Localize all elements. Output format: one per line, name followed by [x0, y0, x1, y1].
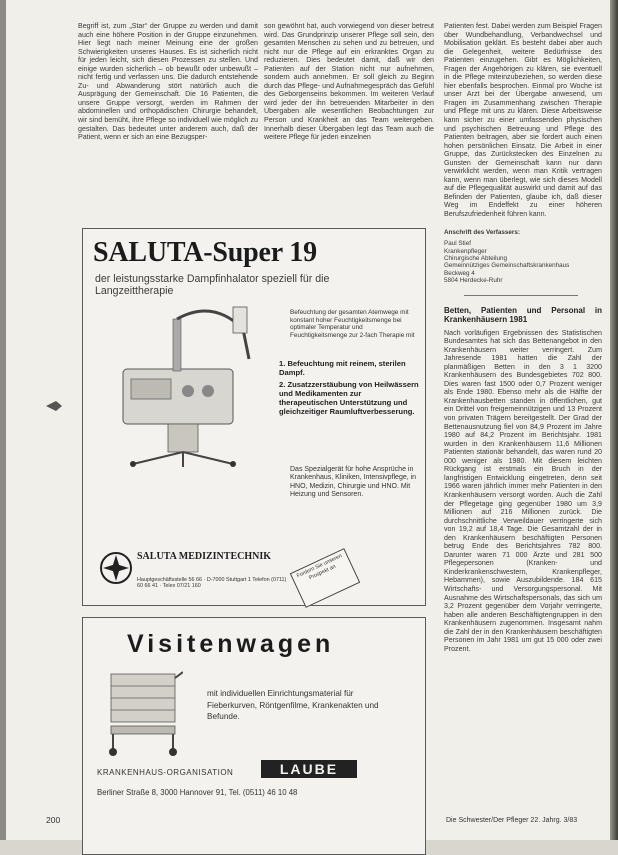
- section-title: Betten, Patienten und Personal in Krankenhäusern 1981: [444, 305, 602, 325]
- column-2: [264, 22, 434, 142]
- column-1-text: Begriff ist, zum „Star“ der Gruppe zu werden und damit auch eine höhere Position in der Gruppe einzunehmen. Hier liegt nach meiner Meinung eine der großen Schwierigkeiten unseres Hauses. Es ist sicherlich nicht für jeden leicht, sich diesen Prozessen zu stellen. Und einige wurden sicherlich – ob bewußt oder unbewußt – nicht fertig und verfassen uns. Die dadurch entstehende Zu- und Abwanderung stört natürlich auch die Ausprägung der Gemeinschaft. Die 16 Patienten, die unsere Gruppe versorgt, werden im Rahmen der abdominellen und orthopädischen Chirurgie behandelt, wir sind bemüht, ihre Pflege so individuell wie möglich zu gestalten. Das bedeutet unter anderem auch, daß der Patient, wenn er sich an eine Bezugsper-: [78, 22, 258, 142]
- author-line: Chirurgische Abteilung: [444, 254, 508, 262]
- cart-image: [103, 668, 183, 758]
- advert-bullet: 2. Zusatzzerstäubung von Heilwässern und Medikamenten zur therapeutischen Unterstützung und gleichzeitiger Raumluftverbesserung.: [279, 380, 419, 416]
- advert-address: Berliner Straße 8, 3000 Hannover 91, Tel. (0511) 46 10 48: [97, 788, 298, 797]
- inhalator-device-image: [113, 299, 273, 469]
- journal-footer: Die Schwester/Der Pfleger 22. Jahrg. 3/83: [446, 817, 578, 824]
- author-line: Beckweg 4: [444, 269, 475, 277]
- advert-saluta: [82, 228, 426, 606]
- advert-organisation: KRANKENHAUS-ORGANISATION: [97, 768, 234, 777]
- page-number: 200: [46, 815, 61, 825]
- saluta-logo-icon: [99, 551, 133, 585]
- page: [6, 0, 610, 840]
- author-heading: Anschrift des Verfassers:: [444, 228, 520, 236]
- advert-title: SALUTA-Super 19: [93, 237, 317, 268]
- advert-text: mit individuellen Einrichtungsmaterial für Fieberkurven, Röntgenfilme, Krankenakten und Befunde.: [207, 689, 379, 721]
- column-1: [78, 22, 258, 142]
- advert-address: Hauptgeschäftsstelle 56 66 · D-7000 Stuttgart 1 Telefon (0711) 60 66 41 · Telex 07/21 160: [137, 577, 287, 590]
- advert-bullet: 1. Befeuchtung mit reinem, sterilen Dampf.: [279, 359, 406, 377]
- section-text: Nach vorläufigen Ergebnissen des Statistischen Bundesamtes hat sich das Bettenangebot in den Krankenhäusern weiter verringert. Zum Jahresende 1981 hatten die Zahl der planmäßigen Betten in den 3 1 3200 Krankenhäusern des Bundesgebietes 702 800. Dies waren fast 1500 oder 0,7 Prozent weniger als Ende 1980. Ebenso mehr als die Hälfte der Krankenhausbetten standen in öffentlichen, gut ein Drittel von freigemeinnützigen und 13 Prozent von privaten Trägern bereitgestellt. Der Grad der Bettenausnutzung fiel von 84,9 Prozent im Jahre 1980 auf 84,2 Prozent im Berichtsjahr. 1981 wurden in den Krankenhäusern 11,6 Millionen Patienten stationär behandelt, das waren rund 20 000 weniger als 1980. Mit diesem leichten Rückgang ist erstmals ein Bruch in der langfristigen Entwicklung eingetreten, denn seit 1966 waren jährlich immer mehr Patienten in den Krankenhäusern versorgt worden. Auch die Zahl der Pflegetage ging gegenüber 1980 um 3,9 Millionen auf 216 Millionen zurück. Die durchschnittliche Verweildauer verringerte sich von 19,2 auf 18,4 Tage. Die Gesamtzahl der in den Krankenhäusern beschäftigten Personen betrug Ende des Berichtsjahres 782 800. Darunter waren 71 000 Ärzte und 281 500 Pflegepersonen (Kranken- und Kinderkrankenschwestern, Krankenpfleger, Hebammen), sowie Auszubildende. 184 615 Wirtschafts- und Versorgungspersonal. Mit Ausnahme des Wirtschaftspersonals, das sich um 3,2 Prozent gegenüber dem Vorjahr verringerte, haben alle anderen Beschäftigtengruppen in den Krankenhäusern zugenommen. Insgesamt nahm die Zahl der in den Krankenhäusern beschäftigten Personen im Jahr 1981 um gut 15 000 oder zwei Prozent.: [444, 328, 602, 653]
- column-3: [444, 22, 602, 653]
- advert-brand: SALUTA MEDIZINTECHNIK: [137, 551, 272, 562]
- author-line: Krankenpfleger: [444, 247, 487, 255]
- laube-logo: LAUBE: [261, 760, 357, 778]
- page-tab-marker: [46, 401, 62, 411]
- advert-bullets: [279, 359, 419, 419]
- author-line: 5804 Herdecke-Ruhr: [444, 277, 503, 285]
- advert-subtitle: der leistungsstarke Dampfinhalator speziell für die Langzeittherapie: [95, 273, 330, 297]
- column-3-text: Patienten fest. Dabei werden zum Beispiel Fragen über Wundbehandlung, Verbandwechsel und Mobilisation geklärt. Es besteht dabei aber auch die Gelegenheit, weitere Bedürfnisse des Patienten einzugehen. Gibt es Möglichkeiten, Fragen der Angehörigen zu klären, sie eventuell in die Pflege miteinzubeziehen, so werden diese hier ebenfalls besprochen. Einmal pro Woche ist unser Arzt bei der Übergabe anwesend, um Fragen im Zusammenhang zwischen Therapie und Pflege mit uns zu klären. Diese Arbeitsweise kann sicher zu einer umfassenden physischen und psychischen Betreuung und Pflege des Patienten beitragen, aber sie fordert auch einen hohen persönlichen Einsatz. Die Arbeit in einer Gruppe, das Zurückstecken des Einzelnen zu Gunsten der Gemeinschaft kann nur dann verwirklicht werden, wenn man Kritik vertragen kann, wenn man überlegt, wie sich dieses Modell auf die Pflegequalität auswirkt und damit auf das Befinden der Patienten, glaube ich, daß dieser Weg im Endeffekt zu einer höheren Berufszufriedenheit führen kann.: [444, 22, 602, 219]
- page-edge-shadow: [610, 0, 618, 840]
- author-line: Gemeinnütziges Gemeinschaftskrankenhaus: [444, 262, 570, 270]
- advert-description: Befeuchtung der gesamten Atemwege mit konstant hoher Feuchtigkeitsmenge bei optimaler Temperatur und Feuchtigkeitsmenge zur 2-fach Therapie mit: [290, 309, 415, 339]
- column-2-text: son gewöhnt hat, auch vorwiegend von dieser betreut wird. Das Grundprinzip unserer Pflege soll sein, den gesamten Menschen zu sehen und zu betreuen, und nicht nur die Pflege auf ein erkranktes Organ zu reduzieren. Dies bedeutet damit, daß wir den Patienten auf der Station nicht nur aufnehmen, sondern auch annehmen. Er soll gleich zu Beginn durch das Pflege- und Aufnahmegespräch das Gefühl des Geborgenseins bekommen. Im weiteren Verlauf wird jeder der ihn betreuenden Mitarbeiter in den Übergaben alle wesentlichen Beobachtungen zur Person und Krankheit an das Team weitergeben. Innerhalb dieser Übergaben legt das Team auch die weitere Pflege für jeden einzelnen: [264, 22, 434, 142]
- advert-title: Visitenwagen: [127, 630, 335, 658]
- prospectus-stamp: Fordern Sie unseren Prospekt an: [290, 548, 360, 608]
- advert-description-2: Das Spezialgerät für hohe Ansprüche in Krankenhaus, Kliniken, Intensivpflege, in HNO, Medizin, Chirurgie und HNO. Mit Heizung und Sensoren.: [290, 466, 417, 498]
- author-line: Paul Stief: [444, 240, 471, 248]
- section-divider: [464, 295, 578, 296]
- advert-visitenwagen: [82, 617, 426, 855]
